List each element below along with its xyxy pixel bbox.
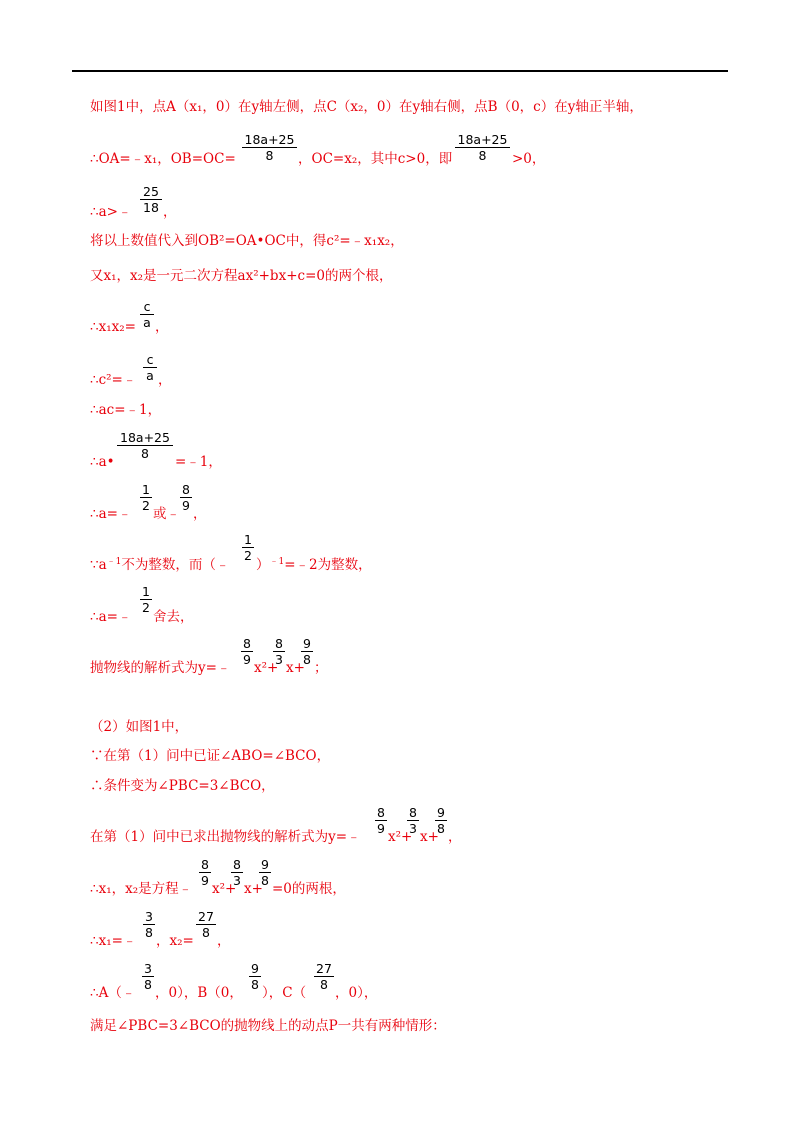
text-line: 如图1中，点A（x₁，0）在y轴左侧，点C（x₂，0）在y轴右侧，点B（0，c）在y轴正半轴，	[90, 99, 643, 115]
fraction: c a	[140, 299, 154, 330]
text-line: =0的两根，	[272, 881, 346, 897]
header-rule	[72, 70, 728, 72]
text-line: x+	[420, 829, 439, 845]
fraction: 8 9	[375, 805, 387, 836]
text-line: ∴a>﹣	[90, 204, 132, 220]
fraction: 9 8	[435, 805, 447, 836]
text-line: ∴条件变为∠PBC=3∠BCO，	[90, 778, 275, 794]
fraction: 8 3	[231, 857, 243, 888]
text-line: ，0），	[335, 985, 378, 1001]
text-line: ）$^{﹣1}$=﹣2为整数，	[256, 557, 372, 573]
text-line: ∴x₁=﹣	[90, 933, 137, 949]
text-line: ∴OA=﹣x₁，OB=OC=	[90, 151, 236, 167]
fraction: c a	[143, 352, 157, 383]
fraction: 8 9	[180, 482, 192, 513]
fraction: 18a+25 8	[242, 132, 297, 163]
fraction: 8 9	[199, 857, 211, 888]
fraction: 8 3	[407, 805, 419, 836]
text-line: x+	[244, 881, 263, 897]
text-line: 舍去，	[153, 609, 194, 625]
text-line: ），C（	[262, 985, 307, 1001]
text-line: ∴A（﹣	[90, 985, 136, 1001]
text-line: x²+	[254, 660, 279, 676]
text-line: ，	[155, 319, 169, 335]
fraction: 27 8	[196, 909, 216, 940]
fraction: 27 8	[314, 961, 334, 992]
fraction: 25 18	[140, 184, 162, 215]
text-line: （2）如图1中，	[90, 719, 189, 735]
text-line: ∵在第（1）问中已证∠ABO=∠BCO，	[90, 748, 331, 764]
text-line: 在第（1）问中已求出抛物线的解析式为y=﹣	[90, 829, 361, 845]
text-line: ，x₂=	[156, 933, 194, 949]
text-line: ∴x₁，x₂是方程﹣	[90, 881, 193, 897]
text-line: ∴a•	[90, 454, 115, 470]
text-line: ；	[314, 660, 328, 676]
text-line: $\because a^{﹣1}$不为整数，而（﹣	[90, 557, 230, 573]
text-line: ，	[448, 829, 462, 845]
fraction: 8 3	[273, 636, 285, 667]
text-line: 满足∠PBC=3∠BCO的抛物线上的动点P一共有两种情形：	[90, 1018, 446, 1034]
fraction: 1 2	[140, 482, 152, 513]
fraction: 1 2	[242, 532, 254, 563]
text-line: 又x₁，x₂是一元二次方程ax²+bx+c=0的两个根，	[90, 268, 393, 284]
text-line: =﹣1，	[175, 454, 222, 470]
text-line: ，	[163, 204, 177, 220]
text-line: 将以上数值代入到OB²=OA•OC中，得c²=﹣x₁x₂，	[90, 233, 404, 249]
text-line: ∴ac=﹣1，	[90, 402, 162, 418]
text-line: 或﹣	[153, 506, 180, 522]
fraction: 9 8	[249, 961, 261, 992]
fraction: 3 8	[143, 909, 155, 940]
fraction: 8 9	[241, 636, 253, 667]
text-line: ，	[217, 933, 231, 949]
text-line: x²+	[388, 829, 413, 845]
text-line: 抛物线的解析式为y=﹣	[90, 660, 231, 676]
text-line: ，	[158, 372, 172, 388]
text-line: ∴c²=﹣	[90, 372, 137, 388]
text-line: ∴a=﹣	[90, 506, 132, 522]
fraction: 18a+25 8	[455, 132, 510, 163]
fraction: 3 8	[142, 961, 154, 992]
fraction: 9 8	[301, 636, 313, 667]
text-line: x²+	[212, 881, 237, 897]
text-line: >0，	[512, 151, 546, 167]
fraction: 9 8	[259, 857, 271, 888]
fraction: 1 2	[140, 584, 152, 615]
text-line: ，	[193, 506, 207, 522]
text-line: ，0），B（0，	[155, 985, 243, 1001]
fraction: 18a+25 8	[117, 430, 173, 461]
text-line: ∴a=﹣	[90, 609, 132, 625]
text-line: ，OC=x₂，其中c>0，即	[298, 151, 453, 167]
text-line: x+	[286, 660, 305, 676]
text-line: ∴x₁x₂=	[90, 319, 136, 335]
